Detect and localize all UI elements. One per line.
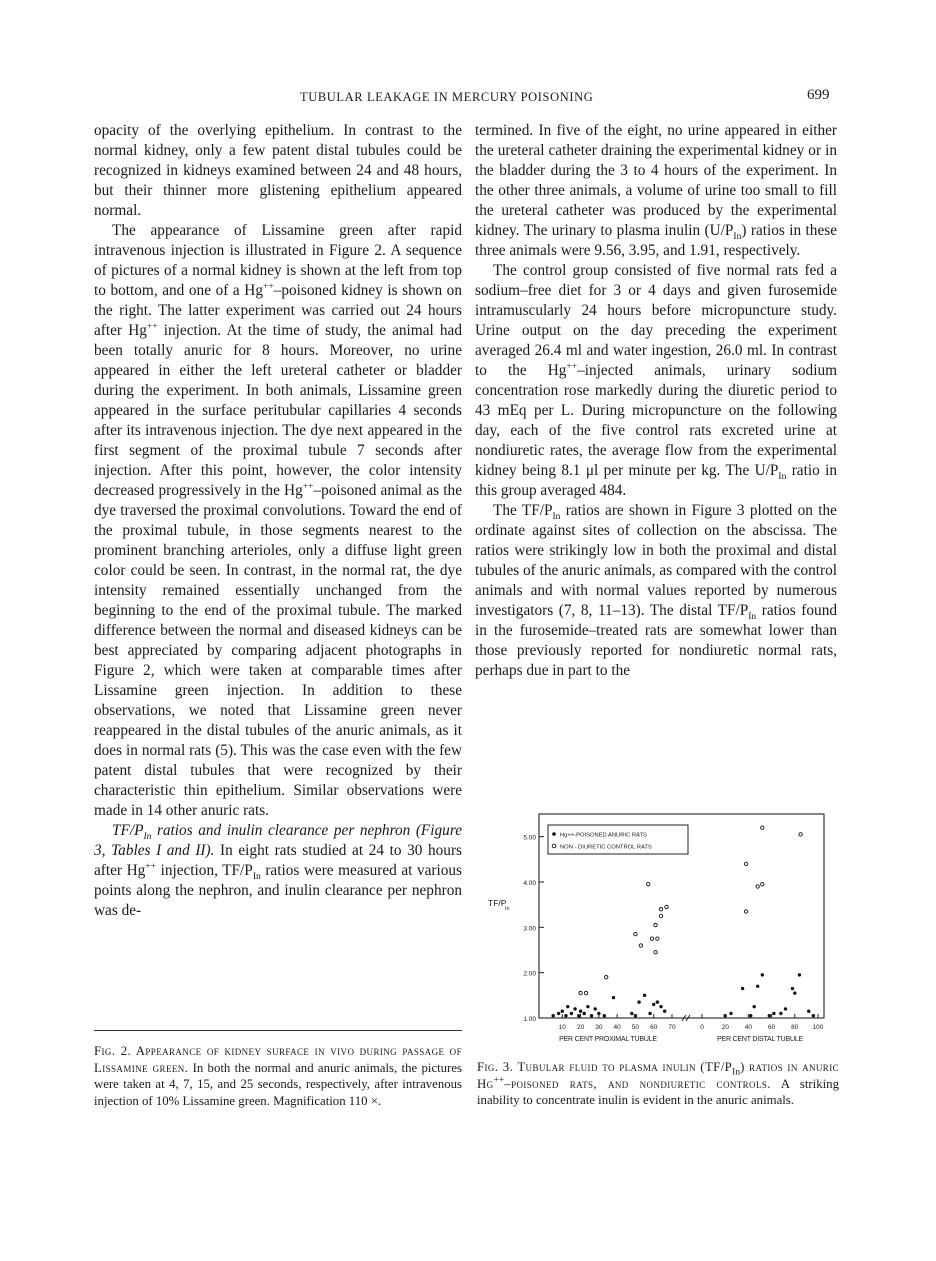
data-point-control xyxy=(665,905,668,908)
x-tick-label: 80 xyxy=(791,1024,799,1031)
data-point-anuric xyxy=(772,1012,775,1015)
data-point-anuric xyxy=(663,1010,666,1013)
y-tick-label: 4.00 xyxy=(523,880,536,887)
data-point-anuric xyxy=(583,1012,586,1015)
data-point-control xyxy=(639,944,642,947)
data-point-control xyxy=(744,862,747,865)
data-point-anuric xyxy=(630,1012,633,1015)
data-point-anuric xyxy=(566,1005,569,1008)
data-point-control xyxy=(604,976,607,979)
data-point-anuric xyxy=(729,1012,732,1015)
data-point-anuric xyxy=(756,985,759,988)
page-number: 699 xyxy=(807,87,830,103)
data-point-anuric xyxy=(793,991,796,994)
data-point-anuric xyxy=(603,1014,606,1017)
legend-entry: Hg++-POISONED ANURIC RATS xyxy=(560,832,647,839)
y-tick-label: 3.00 xyxy=(523,925,536,933)
figure-3-chart xyxy=(484,806,834,1046)
paragraph: The $TF/P_{In}$ ratios are shown in Figure 3 plotted on the ordinate against sites of collection on the abscissa. The ratios were strikingly low in both the proximal and distal tubules of the anuric animals, as compared with the control animals and with normal values reported by numerous investigators (7, 8, 11–13). The distal $TF/P_{In}$ ratios found in the furosemide–treated rats are somewhat lower than those previously reported for nondiuretic normal rats, perhaps due in part to the xyxy=(475,502,837,679)
data-point-control xyxy=(799,833,802,836)
x-tick-label: 60 xyxy=(767,1024,776,1031)
legend-entry: NON - DIURETIC CONTROL RATS xyxy=(560,844,652,851)
data-point-anuric xyxy=(570,1012,573,1015)
x-axis-label: PER CENT DISTAL TUBULE xyxy=(717,1036,803,1043)
paragraph: $TF/P_{In}$ ratios and inulin clearance per nephron (Figure 3, Tables I and II). In eight rats studied at 24 to 30 hours after Hg++ injection, $TF/P_{In}$ ratios were measured at various points along the nephron, and inulin clearance per nephron was de- xyxy=(94,822,463,919)
y-axis-label: TF/P xyxy=(488,898,507,908)
x-tick-label: 50 xyxy=(631,1024,640,1031)
data-point-control xyxy=(659,914,662,917)
data-point-anuric xyxy=(798,973,801,976)
paragraph: The control group consisted of five normal rats fed a sodium–free diet for 3 or 4 days and given furosemide intramuscularly 24 hours before micropuncture study. Urine output on the day preceding the experiment averaged 26.4 ml and water ingestion, 26.0 ml. In contrast to the Hg++–injected animals, urinary sodium concentration rose markedly during the diuretic period to 43 mEq per L. During micropuncture on the following day, each of the five control rats excreted urine at nondiuretic rates, the average flow from the experimental kidney being 8.1 μl per minute per kg. The $U/P_{In}$ ratio in this group averaged 484. xyxy=(475,262,837,499)
data-point-anuric xyxy=(784,1007,787,1010)
running-head: TUBULAR LEAKAGE IN MERCURY POISONING xyxy=(300,90,594,104)
data-point-control xyxy=(650,937,653,940)
data-point-control xyxy=(656,937,659,940)
data-point-anuric xyxy=(659,1005,662,1008)
x-tick-label: 40 xyxy=(613,1024,621,1031)
data-point-anuric xyxy=(768,1014,771,1017)
x-tick-label: 100 xyxy=(812,1024,824,1031)
data-point-anuric xyxy=(561,1010,564,1013)
data-point-control xyxy=(579,991,582,994)
data-point-anuric xyxy=(637,1000,640,1003)
data-point-anuric xyxy=(586,1005,589,1008)
data-point-anuric xyxy=(564,1014,567,1017)
y-axis-label-subscript: In xyxy=(505,906,510,912)
data-point-control xyxy=(744,910,747,913)
data-point-anuric xyxy=(807,1010,810,1013)
data-point-control xyxy=(654,923,657,926)
right-column xyxy=(475,121,837,681)
data-point-anuric xyxy=(741,987,744,990)
data-point-anuric xyxy=(597,1012,600,1015)
data-point-anuric xyxy=(577,1014,580,1017)
data-point-anuric xyxy=(590,1014,593,1017)
x-tick-label: 40 xyxy=(744,1024,753,1031)
x-tick-label: 70 xyxy=(668,1024,676,1031)
figure-3-caption: Fig. 3. Tubular fluid to plasma inulin $(TF/P_{In})$ ratios in anuric Hg++–poisoned rats, and nondiuretic controls. A striking inability to concentrate inulin is evident in the anuric animals. xyxy=(477,1060,839,1107)
data-point-anuric xyxy=(648,1012,651,1015)
data-point-anuric xyxy=(551,1014,554,1017)
data-point-anuric xyxy=(612,996,615,999)
figure-2-caption: Fig. 2. Appearance of kidney surface in vivo during passage of Lissamine green. In both the normal and anuric animals, the pictures were taken at 4, 7, 15, and 25 seconds, respectively, after intravenous injection of 10% Lissamine green. Magnification 110 ×. xyxy=(94,1044,462,1108)
data-point-control xyxy=(584,991,587,994)
x-tick-label: 20 xyxy=(576,1024,585,1031)
y-tick-label: 5.00 xyxy=(523,834,536,842)
data-point-anuric xyxy=(594,1007,597,1010)
data-point-control xyxy=(761,883,764,886)
data-point-anuric xyxy=(761,973,764,976)
x-tick-label: 10 xyxy=(558,1024,566,1031)
paragraph: termined. In five of the eight, no urine appeared in either the ureteral catheter draining the experimental kidney or in the bladder during the 3 to 4 hours of the experiment. In the other three animals, a volume of urine too small to fill the ureteral catheter was produced by the experimental kidney. The urinary to plasma inulin $(U/P_{In})$ ratios in these three animals were 9.56, 3.95, and 1.91, respectively. xyxy=(475,122,837,259)
footnote-rule xyxy=(94,1030,462,1031)
y-tick-label: 1.00 xyxy=(523,1016,536,1023)
data-point-control xyxy=(659,908,662,911)
data-point-anuric xyxy=(634,1014,637,1017)
data-point-control xyxy=(634,932,637,935)
x-tick-label: 60 xyxy=(650,1024,658,1031)
x-tick-label: 0 xyxy=(700,1024,704,1031)
legend-marker-filled xyxy=(552,832,556,836)
data-point-anuric xyxy=(749,1014,752,1017)
data-point-control xyxy=(654,951,657,954)
data-point-anuric xyxy=(643,994,646,997)
data-point-anuric xyxy=(656,1000,659,1003)
data-point-anuric xyxy=(753,1005,756,1008)
data-point-anuric xyxy=(812,1014,815,1017)
data-point-anuric xyxy=(724,1014,727,1017)
y-tick-label: 2.00 xyxy=(523,970,536,978)
data-point-control xyxy=(761,826,764,829)
data-point-anuric xyxy=(791,987,794,990)
paragraph: opacity of the overlying epithelium. In contrast to the normal kidney, only a few patent distal tubules could be recognized in kidneys examined between 24 and 48 hours, but their thinner more glistening epithelium appeared normal. xyxy=(94,122,462,219)
data-point-anuric xyxy=(573,1007,576,1010)
data-point-anuric xyxy=(557,1012,560,1015)
data-point-control xyxy=(647,883,650,886)
x-tick-label: 20 xyxy=(721,1024,729,1031)
paragraph: The appearance of Lissamine green after rapid intravenous injection is illustrated in Figure 2. A sequence of pictures of a normal kidney is shown at the left from top to bottom, and one of a Hg++–poisoned kidney is shown on the right. The latter experiment was carried out 24 hours after Hg++ injection. At the time of study, the animal had been totally anuric for 8 hours. Moreover, no urine appeared in either the left ureteral catheter or bladder during the experiment. In both animals, Lissamine green appeared in the surface peritubular capillaries 4 seconds after its intravenous injection. The dye next appeared in the first segment of the proximal tubule 7 seconds after injection. After this point, however, the color intensity decreased progressively in the Hg++–poisoned animal as the dye traversed the proximal convolutions. Toward the end of the proximal tubule, in those segments nearest to the prominent branching arterioles, only a diffuse light green color could be seen. In contrast, in the normal rat, the dye intensity remained essentially unchanged from the beginning to the end of the proximal tubule. The marked difference between the normal and diseased kidneys can be best appreciated by comparing adjacent photographs in Figure 2, which were taken at comparable times after Lissamine green injection. In addition to these observations, we noted that Lissamine green never reappeared in the distal tubules of the anuric animals, as it does in normal rats (5). This was the case even with the few patent distal tubules that were recognized by their characteristic thin epithelium. Similar observations were made in 14 other anuric rats. xyxy=(94,222,462,819)
x-axis-label: PER CENT PROXIMAL TUBULE xyxy=(559,1036,657,1043)
x-tick-label: 30 xyxy=(595,1024,603,1031)
data-point-control xyxy=(756,885,759,888)
data-point-anuric xyxy=(652,1003,655,1006)
data-point-anuric xyxy=(579,1010,582,1013)
data-point-anuric xyxy=(779,1012,782,1015)
left-column xyxy=(94,121,462,921)
